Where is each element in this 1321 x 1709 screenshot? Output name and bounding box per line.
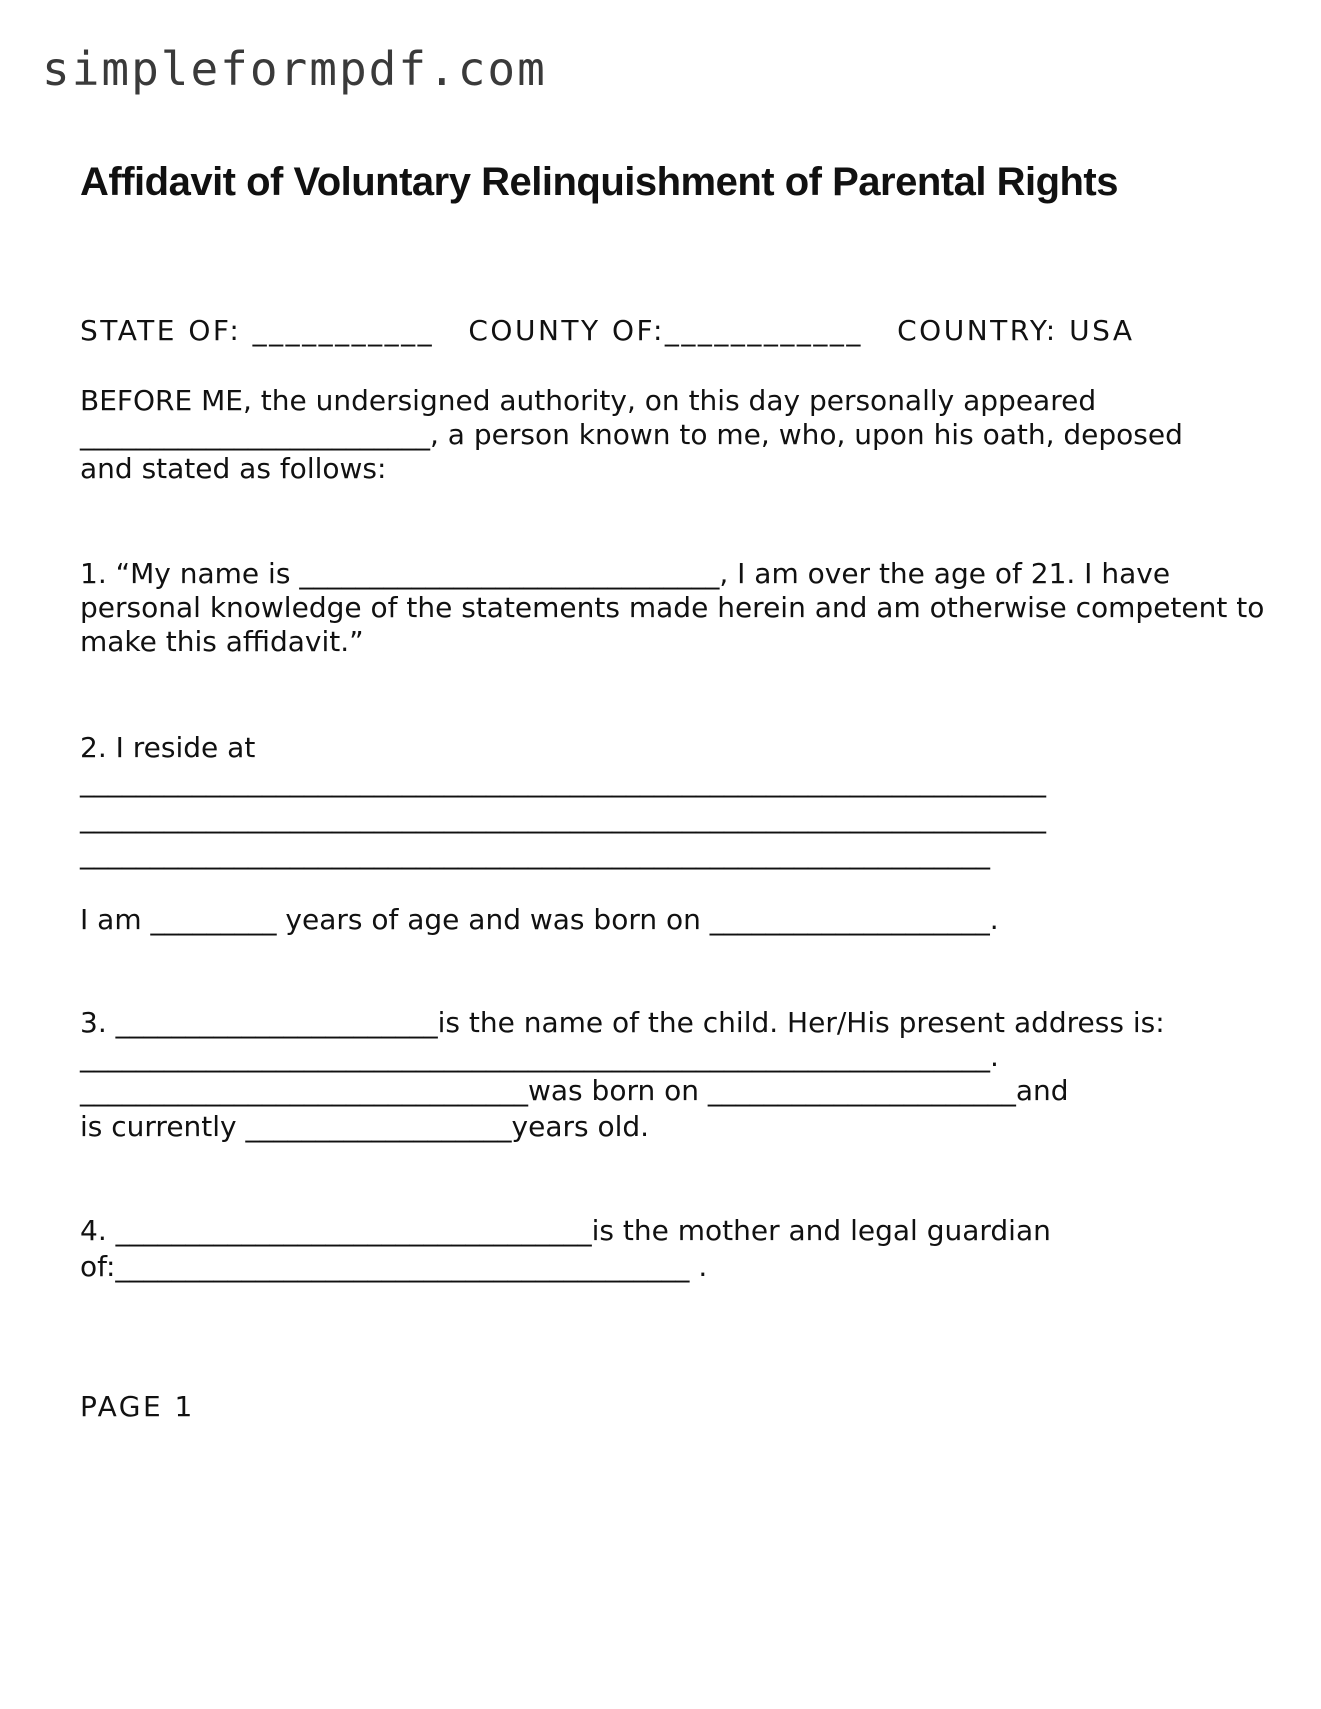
intro-line-3: and stated as follows: (80, 452, 387, 485)
paragraph-3-line-1: 3. _______________________is the name of the child. Her/His present address is: (80, 1006, 1165, 1039)
paragraph-3-line-4: is currently ___________________years old. (80, 1110, 650, 1143)
paragraph-1-line-1: 1. “My name is ______________________________, I am over the age of 21. I have (80, 557, 1171, 590)
paragraph-1-line-3: make this affidavit.” (80, 625, 364, 658)
paragraph-1-line-2: personal knowledge of the statements made herein and am otherwise competent to (80, 591, 1265, 624)
page-number-label: PAGE 1 (80, 1390, 195, 1423)
address-blank-line-1: _____________________________________________________________________ (80, 765, 1046, 798)
intro-line-1: BEFORE ME, the undersigned authority, on this day personally appeared (80, 384, 1097, 417)
paragraph-2-line-1: 2. I reside at (80, 731, 256, 764)
address-blank-line-2: _____________________________________________________________________ (80, 801, 1046, 834)
intro-line-2: _________________________, a person known to me, who, upon his oath, deposed (80, 418, 1183, 451)
address-blank-line-3: _________________________________________________________________ (80, 837, 990, 870)
site-watermark: simpleformpdf.com (42, 42, 547, 96)
paragraph-4-line-2: of:_________________________________________ . (80, 1250, 708, 1283)
paragraph-3-line-2: _________________________________________________________________. (80, 1040, 999, 1073)
paragraph-4-line-1: 4. __________________________________is the mother and legal guardian (80, 1214, 1051, 1247)
document-title: Affidavit of Voluntary Relinquishment of Parental Rights (80, 160, 1118, 204)
paragraph-3-line-3: ________________________________was born on ______________________and (80, 1074, 1069, 1107)
jurisdiction-line: STATE OF: ___________ COUNTY OF:____________ COUNTRY: USA (80, 314, 1135, 347)
age-birth-line: I am _________ years of age and was born on ____________________. (80, 903, 999, 936)
